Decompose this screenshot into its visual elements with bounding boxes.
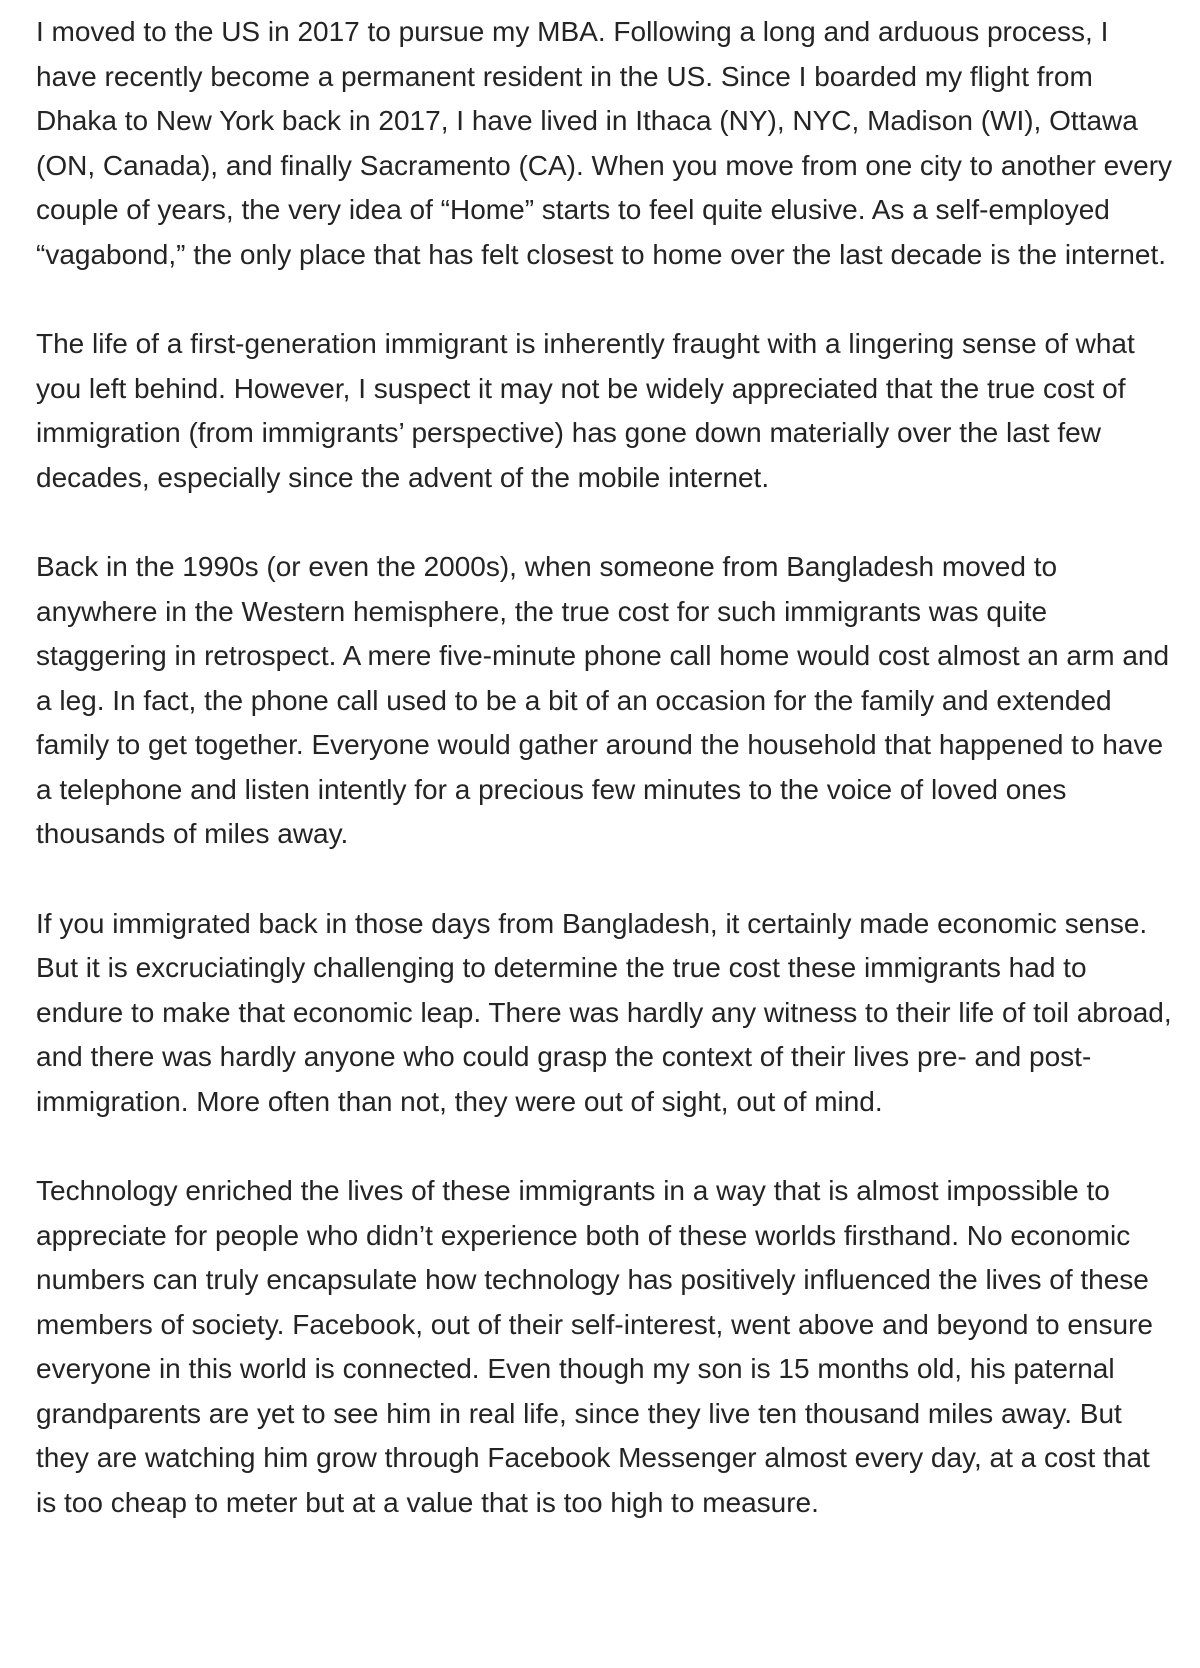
paragraph-3: Back in the 1990s (or even the 2000s), when someone from Bangladesh moved to anywhere in the Western hemisphere, the true cost for such immigrants was quite staggering in retrospect. A mere five-minute phone call home would cost almost an arm and a leg. In fact, the phone call used to be a bit of an occasion for the family and extended family to get together. Everyone would gather around the household that happened to have a telephone and listen intently for a precious few minutes to the voice of loved ones thousands of miles away. <box>36 551 1170 849</box>
paragraph-1: I moved to the US in 2017 to pursue my MBA. Following a long and arduous process, I have recently become a permanent resident in the US. Since I boarded my flight from Dhaka to New York back in 2017, I have lived in Ithaca (NY), NYC, Madison (WI), Ottawa (ON, Canada), and finally Sacramento (CA). When you move from one city to another every couple of years, the very idea of “Home” starts to feel quite elusive. As a self-employed “vagabond,” the only place that has felt closest to home over the last decade is the internet. <box>36 16 1173 270</box>
paragraph-2: The life of a first-generation immigrant is inherently fraught with a lingering sense of what you left behind. However, I suspect it may not be widely appreciated that the true cost of immigration (from immigrants’ perspective) has gone down materially over the last few decades, especially since the advent of the mobile internet. <box>36 328 1135 493</box>
article-body <box>36 10 1176 1525</box>
paragraph-4: If you immigrated back in those days from Bangladesh, it certainly made economic sense. But it is excruciatingly challenging to determine the true cost these immigrants had to endure to make that economic leap. There was hardly any witness to their life of toil abroad, and there was hardly anyone who could grasp the context of their lives pre- and post-immigration. More often than not, they were out of sight, out of mind. <box>36 907 1172 1117</box>
paragraph-5: Technology enriched the lives of these immigrants in a way that is almost impossible to appreciate for people who didn’t experience both of these worlds firsthand. No economic numbers can truly encapsulate how technology has positively influenced the lives of these members of society. Facebook, out of their self-interest, went above and beyond to ensure everyone in this world is connected. Even though my son is 15 months old, his paternal grandparents are yet to see him in real life, since they live ten thousand miles away. But they are watching him grow through Facebook Messenger almost every day, at a cost that is too cheap to meter but at a value that is too high to measure. <box>36 1175 1153 1518</box>
